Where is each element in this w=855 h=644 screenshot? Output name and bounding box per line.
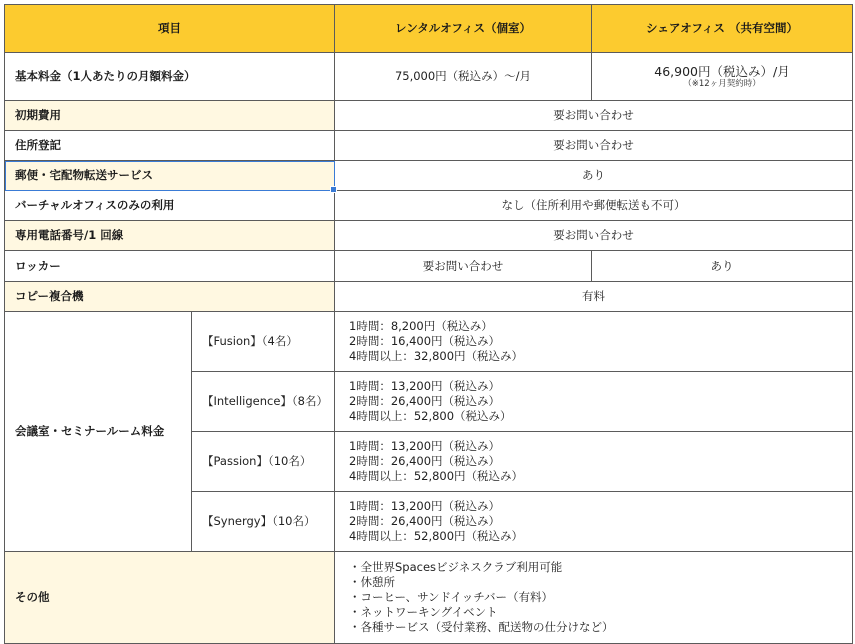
room-prices-fusion <box>335 312 853 372</box>
price-line: 4時間以上：32,800円（税込み） <box>349 349 524 363</box>
basic-fee-rental: 75,000円（税込み）～/月 <box>335 53 592 101</box>
mail-forwarding-label: 郵便・宅配物転送サービス <box>15 168 153 182</box>
room-name-synergy: 【Synergy】（10名） <box>192 492 335 552</box>
other-items <box>335 552 853 644</box>
price-line: 4時間以上：52,800円（税込み） <box>349 469 524 483</box>
mail-forwarding-label-cell[interactable] <box>5 161 335 191</box>
cell-fill-handle[interactable] <box>330 186 337 193</box>
price-line: 4時間以上：52,800円（税込み） <box>349 529 524 543</box>
price-line: 2時間：26,400円（税込み） <box>349 454 501 468</box>
initial-fee-label: 初期費用 <box>5 101 335 131</box>
room-name-intelligence: 【Intelligence】（8名） <box>192 372 335 432</box>
row-virtual-office <box>5 191 853 221</box>
locker-label: ロッカー <box>5 251 335 282</box>
header-rental-office: レンタルオフィス（個室） <box>335 5 592 53</box>
basic-fee-share <box>592 53 853 101</box>
other-label: その他 <box>5 552 335 644</box>
price-line: 1時間：13,200円（税込み） <box>349 439 501 453</box>
other-item: ・各種サービス（受付業務、配送物の仕分けなど） <box>349 620 614 634</box>
room-name-fusion: 【Fusion】（4名） <box>192 312 335 372</box>
pricing-table <box>4 4 853 644</box>
basic-fee-share-value: 46,900円（税込み）/月 <box>654 64 790 79</box>
other-item: ・全世界Spacesビジネスクラブ利用可能 <box>349 560 563 574</box>
row-phone-line <box>5 221 853 251</box>
row-meeting-fusion <box>5 312 853 372</box>
initial-fee-value: 要お問い合わせ <box>335 101 853 131</box>
room-prices-synergy <box>335 492 853 552</box>
price-line: 1時間：13,200円（税込み） <box>349 499 501 513</box>
row-locker <box>5 251 853 282</box>
other-item: ・コーヒー、サンドイッチバー（有料） <box>349 590 554 604</box>
price-line: 1時間：8,200円（税込み） <box>349 319 493 333</box>
copier-value: 有料 <box>335 282 853 312</box>
row-initial-fee <box>5 101 853 131</box>
mail-forwarding-value: あり <box>335 161 853 191</box>
header-share-office: シェアオフィス （共有空間） <box>592 5 853 53</box>
header-item: 項目 <box>5 5 335 53</box>
row-mail-forwarding <box>5 161 853 191</box>
price-line: 2時間：26,400円（税込み） <box>349 394 501 408</box>
price-line: 2時間：26,400円（税込み） <box>349 514 501 528</box>
header-row <box>5 5 853 53</box>
price-line: 4時間以上：52,800（税込み） <box>349 409 512 423</box>
copier-label: コピー複合機 <box>5 282 335 312</box>
row-basic-fee <box>5 53 853 101</box>
basic-fee-share-note: （※12ヶ月契約時） <box>683 79 761 89</box>
other-item: ・ネットワーキングイベント <box>349 605 498 619</box>
phone-line-label: 専用電話番号/1 回線 <box>5 221 335 251</box>
basic-fee-label: 基本料金（1人あたりの月額料金） <box>5 53 335 101</box>
phone-line-value: 要お問い合わせ <box>335 221 853 251</box>
address-registration-value: 要お問い合わせ <box>335 131 853 161</box>
address-registration-label: 住所登記 <box>5 131 335 161</box>
price-line: 2時間：16,400円（税込み） <box>349 334 501 348</box>
row-copier <box>5 282 853 312</box>
row-address-registration <box>5 131 853 161</box>
locker-rental: 要お問い合わせ <box>335 251 592 282</box>
meeting-room-label: 会議室・セミナールーム料金 <box>5 312 192 552</box>
virtual-office-value: なし（住所利用や郵便転送も不可） <box>335 191 853 221</box>
room-prices-passion <box>335 432 853 492</box>
room-prices-intelligence <box>335 372 853 432</box>
row-other <box>5 552 853 644</box>
locker-share: あり <box>592 251 853 282</box>
virtual-office-label: バーチャルオフィスのみの利用 <box>5 191 335 221</box>
room-name-passion: 【Passion】（10名） <box>192 432 335 492</box>
price-line: 1時間：13,200円（税込み） <box>349 379 501 393</box>
other-item: ・休憩所 <box>349 575 395 589</box>
